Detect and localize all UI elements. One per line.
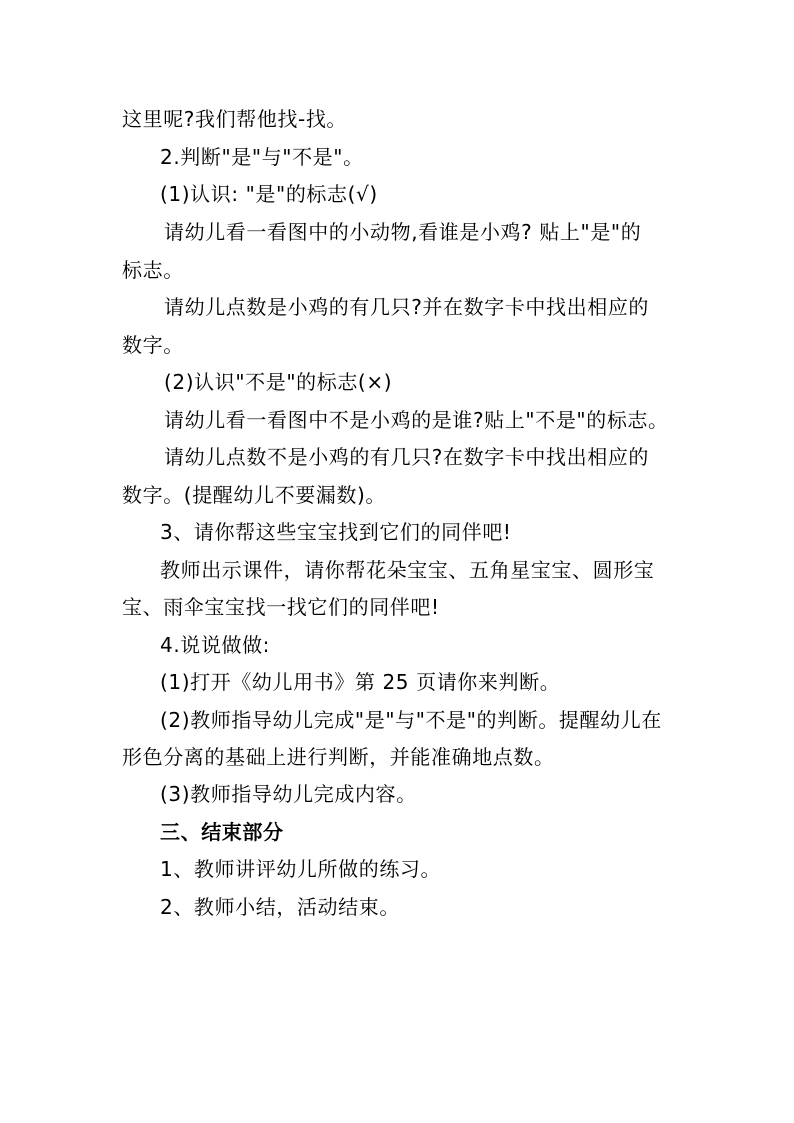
text-line-22: 2、教师小结，活动结束。 (160, 895, 400, 919)
section-heading-conclusion: 三、结束部分 (160, 820, 284, 844)
text-line-21: 1、教师讲评幼儿所做的练习。 (160, 857, 442, 881)
text-line-14: 宝、雨伞宝宝找一找它们的同伴吧! (122, 595, 440, 619)
text-line-2: 2.判断"是"与"不是"。 (160, 145, 364, 169)
text-line-1: 这里呢?我们帮他找-找。 (122, 107, 348, 131)
text-line-12: 3、请你帮这些宝宝找到它们的同伴吧! (160, 520, 512, 544)
text-line-13: 教师出示课件，请你帮花朵宝宝、五角星宝宝、圆形宝 (160, 558, 655, 582)
text-line-8: (2)认识"不是"的标志(×) (164, 370, 393, 394)
text-line-11: 数字。(提醒幼儿不要漏数)。 (122, 483, 387, 507)
text-line-5: 标志。 (122, 258, 184, 282)
text-line-6: 请幼儿点数是小鸡的有几只?并在数字卡中找出相应的 (164, 295, 650, 319)
text-line-3: (1)认识: "是"的标志(√) (160, 182, 378, 206)
text-line-4: 请幼儿看一看图中的小动物,看谁是小鸡? 贴上"是"的 (164, 220, 642, 244)
text-line-15: 4.说说做做: (160, 633, 271, 657)
text-line-19: (3)教师指导幼儿完成内容。 (160, 782, 417, 806)
text-line-16: (1)打开《幼儿用书》第 25 页请你来判断。 (160, 670, 561, 694)
text-line-9: 请幼儿看一看图中不是小鸡的是谁?贴上"不是"的标志。 (164, 408, 669, 432)
text-line-7: 数字。 (122, 333, 184, 357)
text-line-18: 形色分离的基础上进行判断，并能准确地点数。 (122, 745, 555, 769)
text-line-10: 请幼儿点数不是小鸡的有几只?在数字卡中找出相应的 (164, 445, 650, 469)
text-line-17: (2)教师指导幼儿完成"是"与"不是"的判断。提醒幼儿在 (160, 708, 662, 732)
